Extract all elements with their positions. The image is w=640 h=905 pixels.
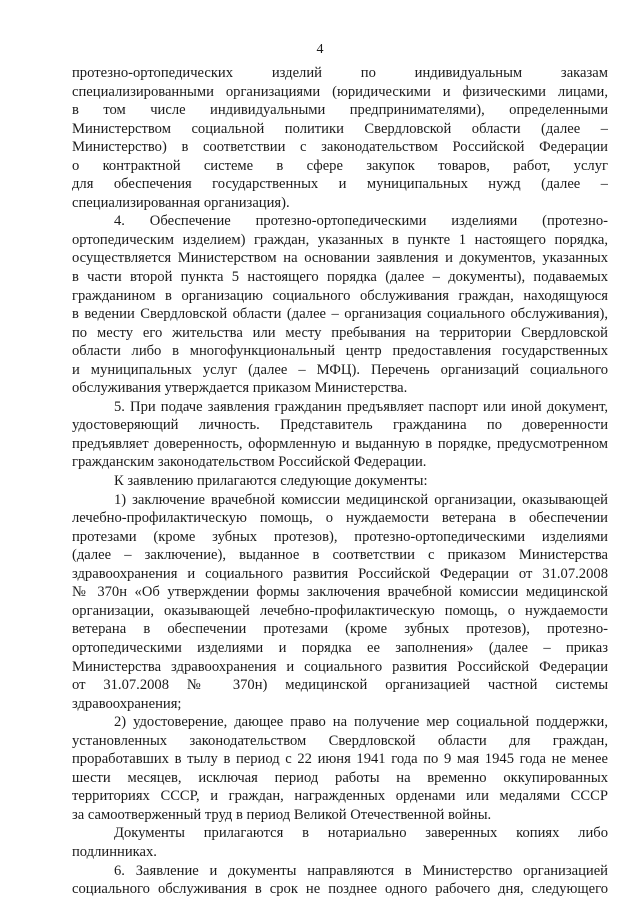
text-line: Министерством социальной политики Свердловской области (далее – — [72, 120, 608, 137]
text-line: гражданским законодательством Российской Федерации. — [72, 454, 427, 471]
text-line: ветерана в обеспечении протезами (кроме зубных протезов), протезно- — [72, 621, 608, 638]
text-line: 5. При подаче заявления гражданин предъявляет паспорт или иной документ, — [114, 398, 608, 415]
text-line: лечебно-профилактическую помощь, о нуждаемости ветерана в обеспечении — [72, 510, 608, 527]
text-line: 1) заключение врачебной комиссии медицинской организации, оказывающей — [114, 491, 608, 508]
text-line: от 31.07.2008 № 370н) медицинской организацией частной системы — [72, 677, 608, 694]
text-line: установленных законодательством Свердловской области для граждан, — [72, 732, 608, 749]
text-line: социального обслуживания в срок не позднее одного рабочего дня, следующего — [72, 881, 608, 898]
text-line: проработавших в тылу в период с 22 июня 1941 года по 9 мая 1945 года не менее — [72, 751, 608, 768]
text-line: 4. Обеспечение протезно-ортопедическими изделиями (протезно- — [114, 213, 608, 230]
text-line: удостоверяющий личность. Представитель гражданина по доверенности — [72, 417, 608, 434]
text-line: № 370н «Об утверждении формы заключения врачебной комиссии медицинской — [72, 584, 608, 601]
text-line: территориях СССР, и граждан, награжденных орденами или медалями СССР — [72, 788, 608, 805]
text-line: Министерство) в соответствии с законодательством Российской Федерации — [72, 139, 608, 156]
text-line: подлинниках. — [72, 843, 157, 860]
text-line: протезами (кроме зубных протезов), протезно-ортопедическими изделиями — [72, 528, 608, 545]
text-line: за самоотверженный труд в период Великой Отечественной войны. — [72, 806, 492, 823]
text-line: Министерства здравоохранения и социального развития Российской Федерации — [72, 658, 608, 675]
text-line: предъявляет доверенность, оформленную и выданную в порядке, предусмотренном — [72, 435, 608, 452]
text-line: (далее – заключение), выданное в соответствии с приказом Министерства — [72, 547, 608, 564]
text-line: 6. Заявление и документы направляются в Министерство организацией — [114, 862, 608, 879]
text-line: организации, оказывающей лечебно-профилактическую помощь, о нуждаемости — [72, 602, 608, 619]
text-line: о контрактной системе в сфере закупок товаров, работ, услуг — [72, 157, 608, 174]
text-line: в ведении Свердловской области (далее – организация социального обслуживания), — [72, 306, 608, 323]
text-line: по месту его жительства или месту пребывания на территории Свердловской — [72, 324, 608, 341]
text-line: здравоохранения и социального развития Российской Федерации от 31.07.2008 — [72, 565, 608, 582]
text-line: шести месяцев, исключая период работы на временно оккупированных — [72, 769, 608, 786]
text-line: и муниципальных услуг (далее – МФЦ). Перечень организаций социального — [72, 361, 608, 378]
text-line: протезно-ортопедических изделий по индивидуальным заказам — [72, 65, 608, 81]
text-line: 2) удостоверение, дающее право на получение мер социальной поддержки, — [114, 714, 608, 731]
text-line: осуществляется Министерством на основании заявления и документов, указанных — [72, 250, 608, 267]
text-line: гражданином в организацию социального обслуживания граждан, находящуюся — [72, 287, 608, 304]
page-number: 4 — [316, 42, 324, 57]
text-line: Документы прилагаются в нотариально заверенных копиях либо — [114, 825, 608, 842]
text-line: специализированная организация). — [72, 194, 290, 211]
text-line: специализированными организациями (юридическими и физическими лицами, — [72, 83, 608, 100]
text-line: здравоохранения; — [72, 695, 182, 712]
document-body — [72, 64, 608, 899]
text-line: ортопедическим изделием) граждан, указанных в пункте 1 настоящего порядка, — [72, 231, 608, 248]
text-line: в части второй пункта 5 настоящего порядка (далее – документы), подаваемых — [72, 269, 608, 286]
text-line: обслуживания утверждается приказом Министерства. — [72, 380, 408, 397]
text-line: К заявлению прилагаются следующие документы: — [114, 473, 428, 490]
text-line: ортопедическими изделиями и порядка ее заполнения» (далее – приказ — [72, 639, 608, 656]
text-line: для обеспечения государственных и муниципальных нужд (далее – — [72, 176, 608, 193]
text-line: области либо в многофункциональный центр предоставления государственных — [72, 343, 608, 360]
text-line: в том числе индивидуальными предпринимателями), определенными — [72, 102, 608, 119]
